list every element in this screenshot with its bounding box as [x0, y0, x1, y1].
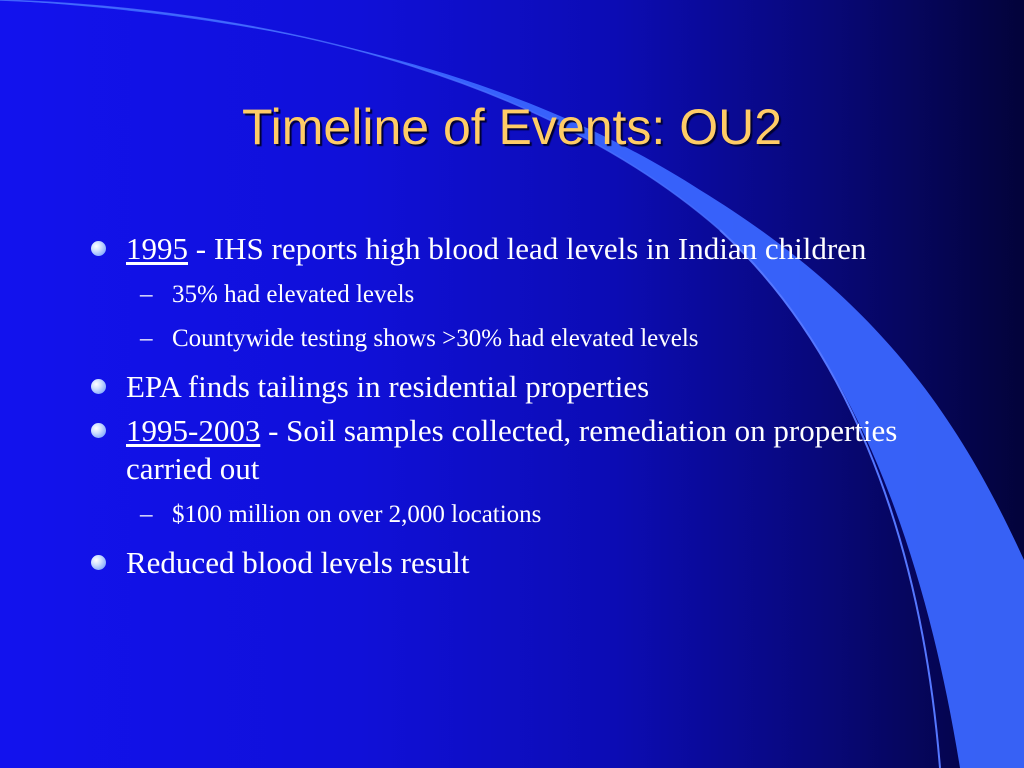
bullet-dot-icon	[91, 423, 106, 438]
bullet-item-1995-2003	[88, 412, 968, 488]
bullet-item-1995	[88, 230, 968, 268]
sub-bullet-item	[88, 280, 968, 310]
bullet-text: EPA finds tailings in residential properties	[126, 369, 650, 404]
bullet-item-reduced	[88, 544, 968, 582]
bullet-dot-icon	[91, 379, 106, 394]
sub-bullet-text: 35% had elevated levels	[172, 281, 415, 308]
sub-bullet-list	[88, 280, 968, 354]
bullet-dot-icon	[91, 241, 106, 256]
bullet-item-epa	[88, 368, 968, 406]
dash-icon: –	[140, 325, 153, 352]
sub-bullet-text: $100 million on over 2,000 locations	[172, 501, 542, 528]
bullet-text: - IHS reports high blood lead levels in Indian children	[188, 231, 867, 266]
sub-bullet-item	[88, 500, 968, 530]
bullet-year: 1995-2003	[126, 413, 261, 448]
bullet-year: 1995	[126, 231, 188, 266]
sub-bullet-item	[88, 324, 968, 354]
bullet-text: - Soil samples collected, remediation on properties carried out	[126, 413, 898, 486]
slide-title: Timeline of Events: OU2	[241, 99, 782, 155]
sub-bullet-text: Countywide testing shows >30% had elevated levels	[172, 325, 699, 352]
sub-bullet-list	[88, 500, 968, 530]
dash-icon: –	[140, 501, 153, 528]
bullet-text: Reduced blood levels result	[126, 545, 470, 580]
dash-icon: –	[140, 281, 153, 308]
bullet-list	[88, 230, 968, 588]
bullet-dot-icon	[91, 555, 106, 570]
